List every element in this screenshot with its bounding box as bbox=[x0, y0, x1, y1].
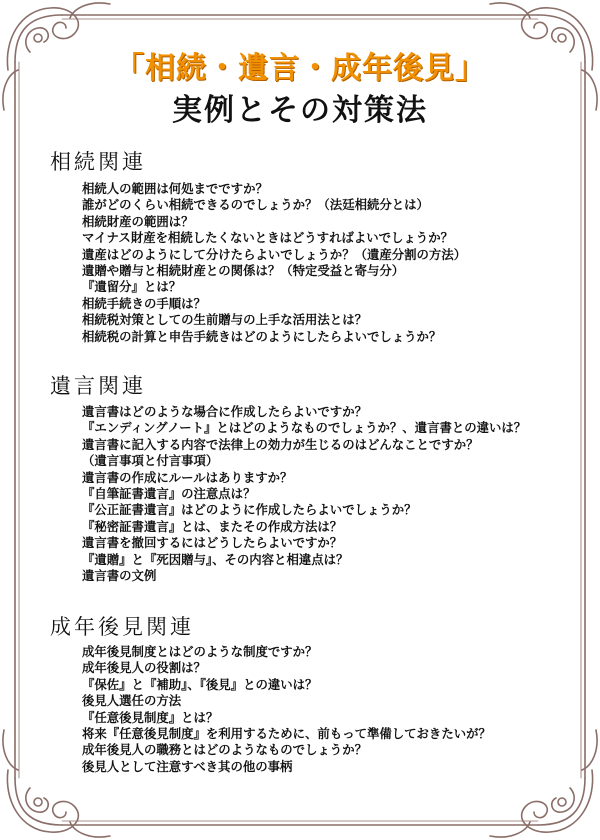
list-item: 相続財産の範囲は？ bbox=[82, 213, 194, 229]
question-list-will bbox=[82, 404, 526, 584]
section-heading-inheritance: 相続関連 bbox=[50, 150, 146, 174]
list-item: 『自筆証書遺言』の注意点は？ bbox=[82, 486, 256, 502]
list-item: 相続税の計算と申告手続きはどのようにしたらよいでしょうか？ bbox=[82, 328, 442, 344]
section-heading-guardianship: 成年後見関連 bbox=[50, 615, 194, 639]
list-item: 遺産はどのようにして分けたらよいでしょうか？（遺産分割の方法） bbox=[82, 246, 467, 262]
list-item: 将来『任意後見制度』を利用するために、前もって準備しておきたいが？ bbox=[82, 726, 491, 742]
list-item: 遺言書の作成にルールはありますか？ bbox=[82, 469, 293, 485]
section-heading-will: 遺言関連 bbox=[50, 374, 146, 398]
list-item: 『秘密証書遺言』とは、またその作成方法は？ bbox=[82, 518, 343, 534]
list-item: 誰がどのくらい相続できるのでしょうか？（法廷相続分とは） bbox=[82, 197, 429, 213]
list-item: （遺言事項と付言事項） bbox=[82, 453, 219, 469]
list-item: 後見人として注意すべき其の他の事柄 bbox=[82, 758, 293, 774]
list-item: 『遺留分』とは？ bbox=[82, 279, 182, 295]
list-item: 『公正証書遺言』はどのように作成したらよいでしょうか？ bbox=[82, 502, 417, 518]
list-item: 『遺贈』と『死因贈与』、その内容と相違点は？ bbox=[82, 551, 349, 567]
list-item: 『保佐』と『補助』、『後見』との違いは？ bbox=[82, 676, 318, 692]
question-list-guardianship bbox=[82, 644, 491, 775]
list-item: 成年後見制度とはどのような制度ですか？ bbox=[82, 644, 318, 659]
list-item: 遺言書に記入する内容で法律上の効力が生じるのはどんなことですか？ bbox=[82, 436, 479, 452]
list-item: 遺言書の文例 bbox=[82, 568, 157, 584]
list-item: 成年後見人の職務とはどのようなものでしょうか？ bbox=[82, 742, 367, 758]
list-item: 『エンディングノート』とはどのようなものでしょうか？、遺言書との違いは？ bbox=[82, 420, 527, 436]
list-item: 遺言書を撤回するにはどうしたらよいですか？ bbox=[82, 535, 343, 551]
list-item: 相続手続きの手順は？ bbox=[82, 295, 206, 311]
list-item: 遺言書はどのような場合に作成したらよいですか？ bbox=[82, 404, 367, 419]
list-item: 成年後見人の役割は？ bbox=[82, 660, 206, 676]
list-item: 遺贈や贈与と相続財産との関係は？（特定受益と寄与分） bbox=[82, 263, 405, 279]
list-item: 相続税対策としての生前贈与の上手な活用法とは？ bbox=[82, 312, 367, 328]
question-list-inheritance bbox=[82, 181, 466, 345]
list-item: マイナス財産を相続したくないときはどうすればよいでしょうか？ bbox=[82, 230, 453, 246]
list-item: 相続人の範囲は何処までですか？ bbox=[82, 181, 268, 196]
list-item: 後見人選任の方法 bbox=[82, 693, 182, 709]
page-subtitle: 実例とその対策法 bbox=[172, 93, 428, 128]
list-item: 『任意後見制度』とは？ bbox=[82, 709, 219, 725]
page-title: 「相続・遺言・成年後見」 bbox=[114, 51, 486, 86]
